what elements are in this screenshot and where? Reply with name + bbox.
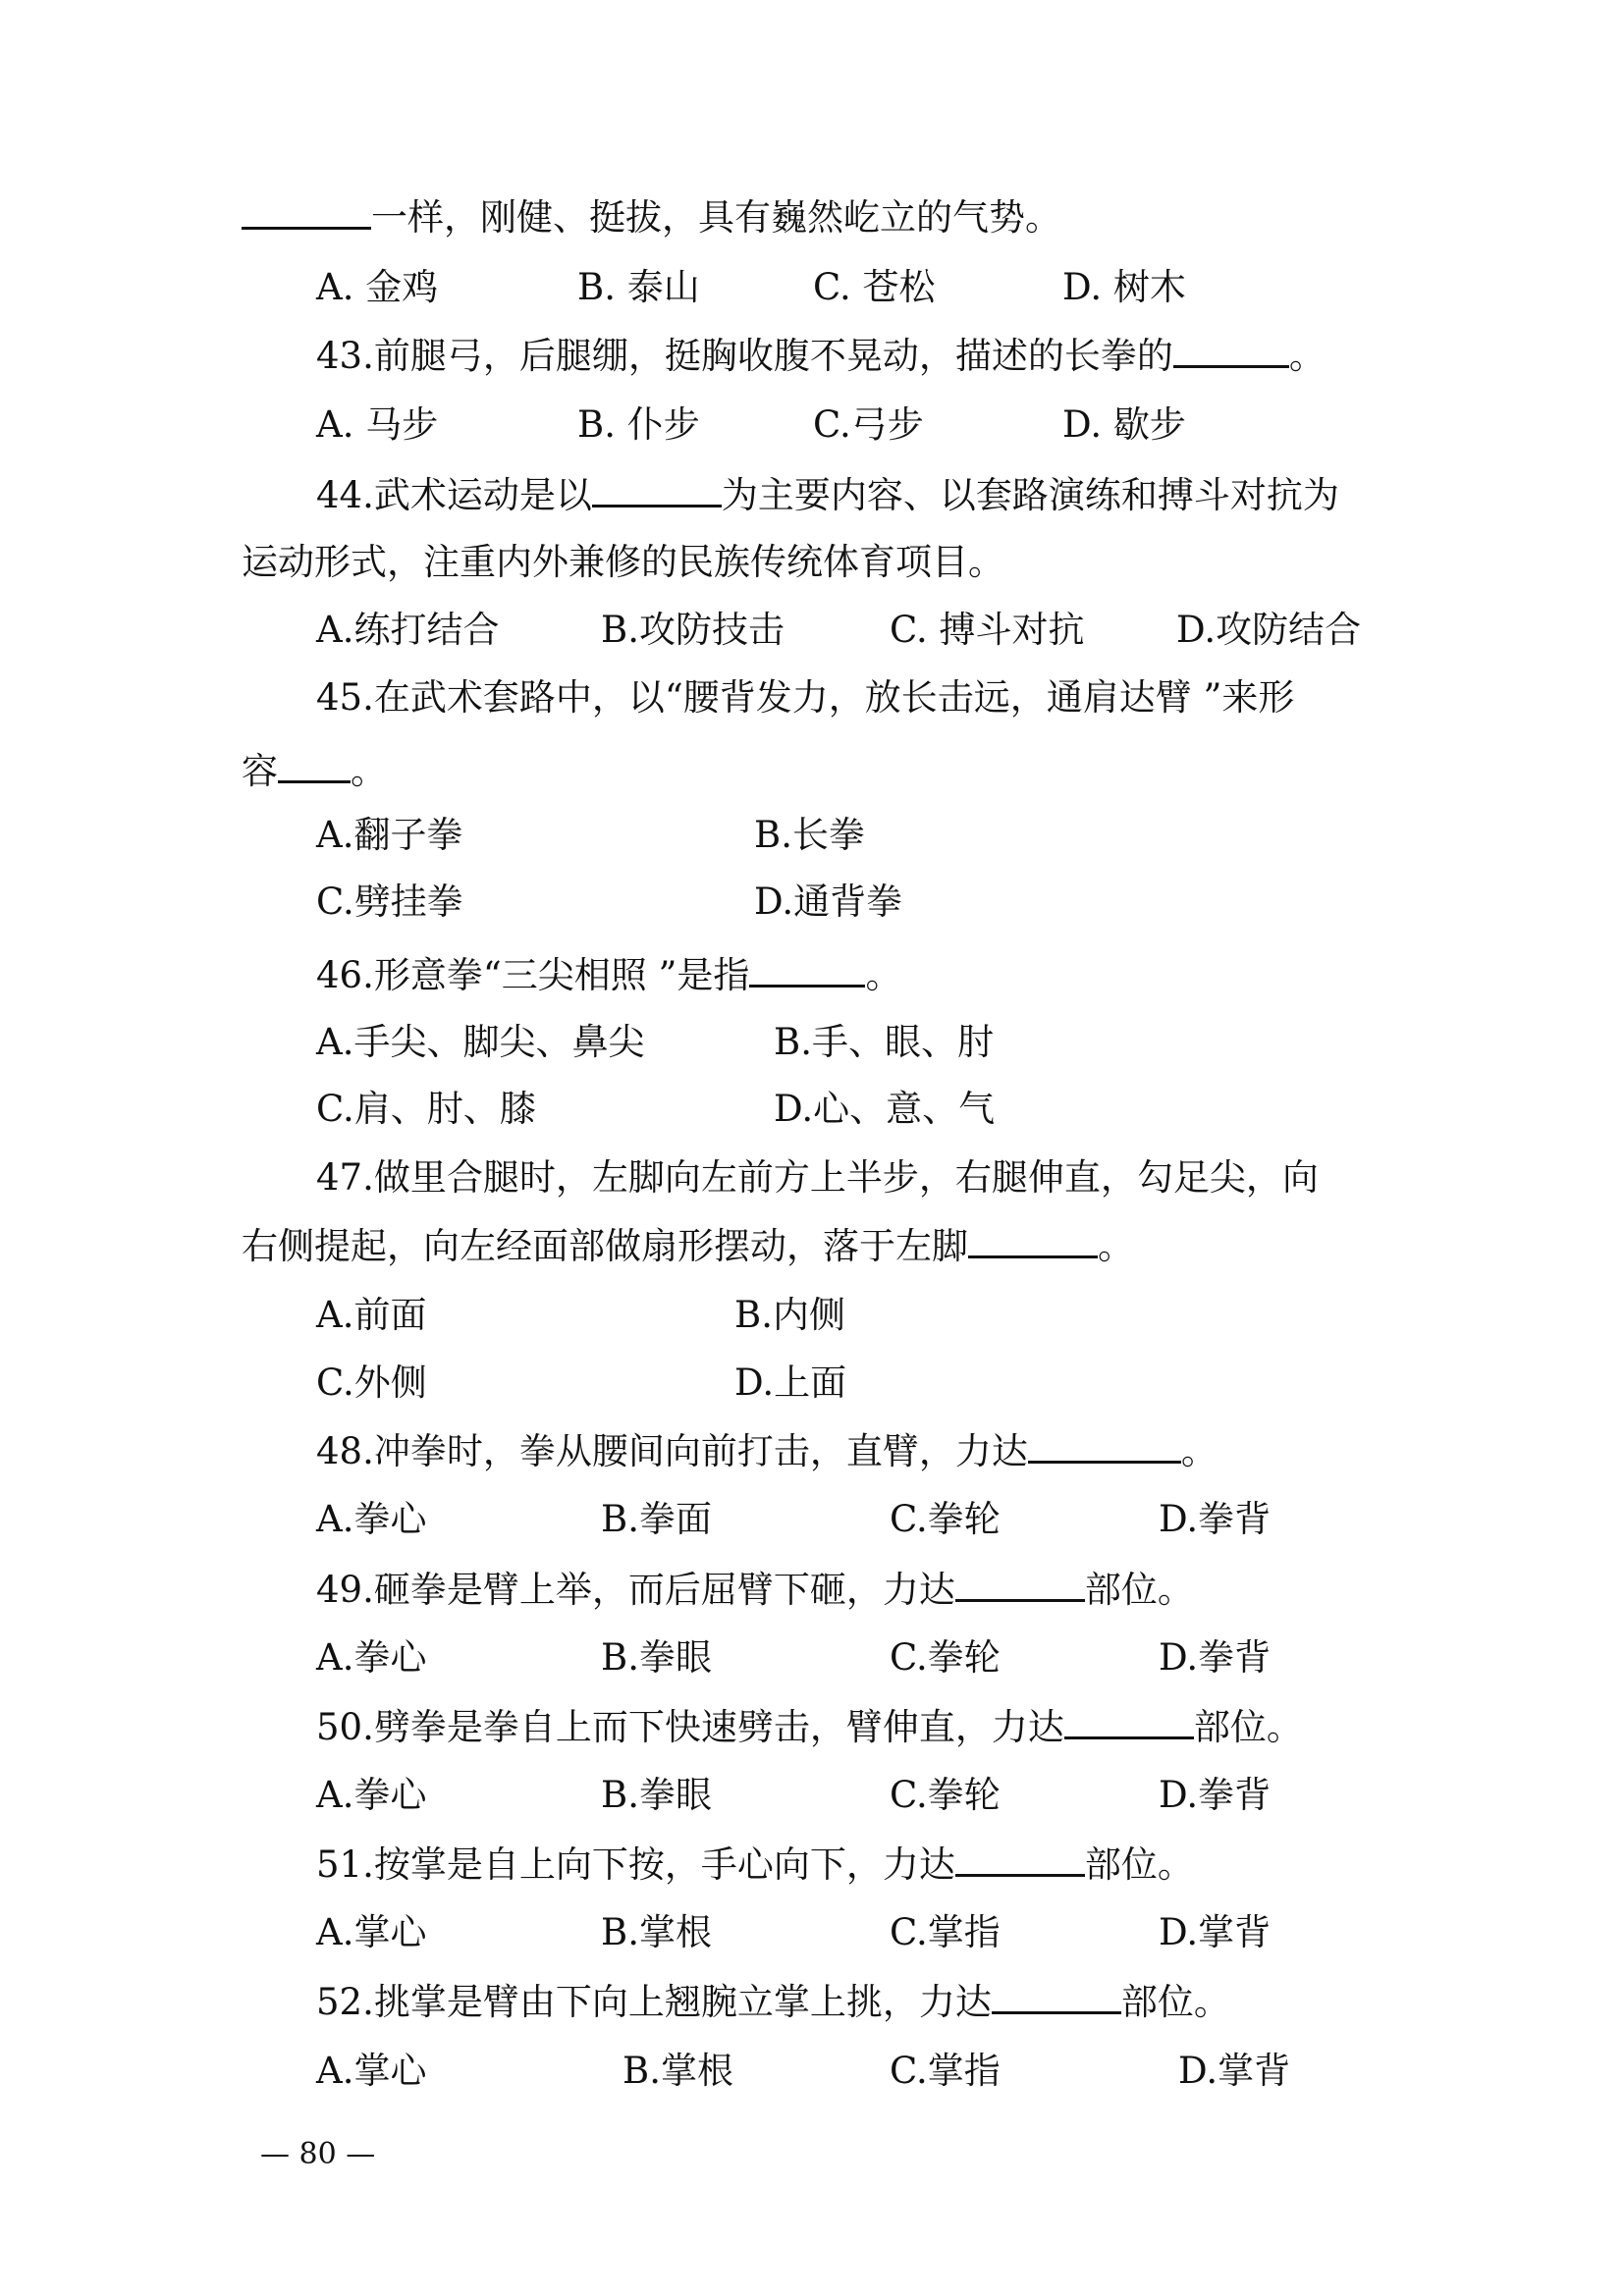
option-d: D. 树木: [1062, 266, 1186, 308]
option-c: C.弓步: [813, 403, 924, 446]
option-c: C. 苍松: [813, 266, 936, 308]
question-45-text: 45.在武术套路中，以“腰背发力，放长击远，通肩达臂 ”来形: [316, 676, 1295, 719]
option-d: D.掌背: [1159, 1911, 1272, 1953]
question-text: 48.冲拳时，拳从腰间向前打击，直臂，力达: [316, 1430, 1028, 1472]
option-a: A.拳心: [316, 1498, 427, 1540]
question-text: 44.武术运动是以: [316, 474, 592, 516]
answer-blank: [992, 1982, 1121, 2014]
answer-blank: [955, 1570, 1085, 1602]
option-c: C.掌指: [890, 2050, 1001, 2092]
answer-blank: [1028, 1431, 1181, 1464]
option-c: C.肩、肘、膝: [316, 1088, 536, 1130]
question-end: 。: [865, 954, 902, 996]
question-46-text: [316, 954, 901, 997]
option-b: B. 仆步: [577, 403, 700, 446]
option-d: D.上面: [734, 1362, 847, 1404]
question-49-text: [316, 1569, 1194, 1612]
option-d: D.拳背: [1159, 1498, 1272, 1540]
question-text: 容: [242, 750, 278, 792]
option-a: A.掌心: [316, 1911, 427, 1953]
option-a: A.翻子拳: [316, 814, 463, 856]
question-51-text: [316, 1843, 1194, 1887]
option-b: B.掌根: [601, 1911, 712, 1953]
option-c: C.拳轮: [890, 1636, 1001, 1679]
question-text: 49.砸拳是臂上举，而后屈臂下砸，力达: [316, 1569, 955, 1611]
question-45-line2: [242, 750, 387, 793]
question-42-text: [242, 196, 1061, 240]
option-d: D.拳背: [1159, 1636, 1272, 1679]
question-48-text: [316, 1430, 1218, 1473]
option-d: D. 歇步: [1062, 403, 1186, 446]
question-52-text: [316, 1981, 1230, 2024]
option-d: D.攻防结合: [1176, 609, 1362, 651]
option-c: C.劈挂拳: [316, 881, 463, 923]
question-end: 部位。: [1084, 1569, 1194, 1611]
option-b: B.攻防技击: [601, 609, 785, 651]
option-a: A.拳心: [316, 1774, 427, 1816]
question-text: 46.形意拳“三尖相照 ”是指: [316, 954, 750, 996]
option-b: B.内侧: [734, 1294, 845, 1336]
option-a: A.拳心: [316, 1636, 427, 1679]
option-b: B.拳面: [601, 1498, 712, 1540]
question-text: 一样，刚健、挺拔，具有巍然屹立的气势。: [371, 196, 1061, 239]
question-50-text: [316, 1706, 1303, 1749]
answer-blank: [1064, 1707, 1194, 1739]
option-c: C.掌指: [890, 1911, 1001, 1953]
question-end: 部位。: [1193, 1706, 1303, 1748]
option-b: B.拳眼: [601, 1774, 712, 1816]
question-text: 50.劈拳是拳自上而下快速劈击，臂伸直，力达: [316, 1706, 1064, 1748]
question-end: 。: [1098, 1225, 1134, 1267]
option-c: C.拳轮: [890, 1498, 1001, 1540]
question-end: 。: [1180, 1430, 1218, 1472]
option-d: D.通背拳: [754, 881, 903, 923]
option-a: A.掌心: [316, 2050, 427, 2092]
answer-blank: [1173, 336, 1289, 368]
question-47-text: 47.做里合腿时，左脚向左前方上半步，右腿伸直，勾足尖，向: [316, 1156, 1319, 1199]
option-c: C.拳轮: [890, 1774, 1001, 1816]
question-44-text: [316, 474, 1339, 517]
option-b: B.掌根: [623, 2050, 733, 2092]
answer-blank: [749, 955, 865, 988]
option-b: B.手、眼、肘: [774, 1021, 994, 1063]
option-a: A.练打结合: [316, 609, 500, 651]
question-text: 43.前腿弓，后腿绷，挺胸收腹不晃动，描述的长拳的: [316, 335, 1173, 377]
question-end: 。: [351, 750, 387, 792]
option-d: D.拳背: [1159, 1774, 1272, 1816]
page-number: — 80 —: [260, 2137, 376, 2171]
question-44-line2: 运动形式，注重内外兼修的民族传统体育项目。: [242, 541, 1004, 583]
answer-blank: [278, 751, 351, 783]
option-a: A. 马步: [316, 403, 439, 446]
option-d: D.心、意、气: [774, 1088, 996, 1130]
question-end: 。: [1288, 335, 1326, 377]
option-a: A. 金鸡: [316, 266, 439, 308]
question-end: 部位。: [1120, 1981, 1230, 2023]
option-c: C. 搏斗对抗: [890, 609, 1085, 651]
option-b: B.拳眼: [601, 1636, 712, 1679]
option-d: D.掌背: [1178, 2050, 1291, 2092]
option-b: B. 泰山: [577, 266, 700, 308]
answer-blank: [955, 1844, 1085, 1877]
question-end: 部位。: [1084, 1843, 1194, 1886]
question-43-text: [316, 335, 1326, 378]
option-a: A.前面: [316, 1294, 427, 1336]
option-b: B.长拳: [754, 814, 865, 856]
answer-blank: [968, 1226, 1098, 1258]
question-47-line2: [242, 1225, 1134, 1268]
question-text: 右侧提起，向左经面部做扇形摆动，落于左脚: [242, 1225, 968, 1267]
answer-blank: [592, 475, 722, 507]
question-text: 51.按掌是自上向下按，手心向下，力达: [316, 1843, 955, 1886]
option-c: C.外侧: [316, 1362, 427, 1404]
answer-blank: [242, 197, 371, 230]
option-a: A.手尖、脚尖、鼻尖: [316, 1021, 645, 1063]
question-text: 52.挑掌是臂由下向上翘腕立掌上挑，力达: [316, 1981, 992, 2023]
question-text-continued: 为主要内容、以套路演练和搏斗对抗为: [721, 474, 1339, 516]
